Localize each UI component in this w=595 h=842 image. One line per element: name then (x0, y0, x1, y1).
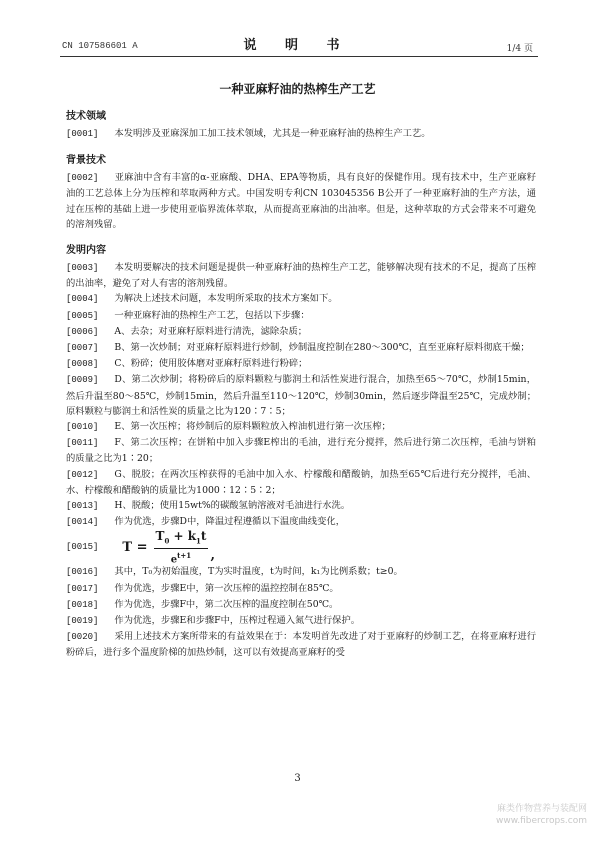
paragraph-number: [0012] (66, 469, 99, 480)
paragraph-0016 (66, 564, 536, 580)
paragraph-0003 (66, 260, 536, 291)
paragraph-text: F、第二次压榨；在饼粕中加入步骤E榨出的毛油，进行充分搅拌，然后进行第二次压榨，毛油与饼粕的质量之比为1∶20； (66, 437, 536, 465)
paragraph-0007 (66, 340, 536, 356)
paragraph-text: D、第二次炒制；将粉碎后的原料颗粒与膨润土和活性炭进行混合，加热至65～70℃，炒制15min，然后升温至80～85℃，炒制15min，然后升温至110～120℃，炒制30min，然后逐步降温至25℃，完成炒制；原料颗粒与膨润土和活性炭的质量之比为120∶7∶5； (66, 374, 536, 417)
paragraph-text: 作为优选，步骤F中，第二次压榨的温度控制在50℃。 (114, 598, 339, 610)
section-heading-tech-field: 技术领域 (66, 111, 106, 122)
header-rule (60, 56, 538, 57)
paragraph-0013 (66, 498, 536, 514)
page-number: 3 (294, 773, 301, 784)
paragraph-number: [0015] (66, 541, 99, 552)
paragraph-number: [0005] (66, 310, 99, 321)
paragraph-0004 (66, 291, 536, 307)
paragraph-0008 (66, 356, 536, 372)
paragraph-number: [0016] (66, 567, 99, 578)
paragraph-0012 (66, 467, 536, 498)
paragraph-number: [0007] (66, 343, 99, 354)
watermark-url: www.fibercrops.com (496, 816, 587, 826)
paragraph-text: H、脱酸；使用15wt%的碳酸氢钠溶液对毛油进行水洗。 (114, 500, 351, 512)
paragraph-number: [0017] (66, 583, 99, 594)
section-heading-background: 背景技术 (66, 155, 106, 167)
paragraph-0001 (66, 126, 536, 142)
paragraph-0017 (66, 581, 536, 597)
paragraph-number: [0001] (66, 129, 99, 139)
paragraph-0005 (66, 308, 536, 324)
paragraph-number: [0008] (66, 359, 99, 370)
paragraph-number: [0002] (66, 173, 99, 184)
section-heading-invention: 发明内容 (66, 245, 106, 257)
paragraph-0002 (66, 170, 536, 232)
paragraph-0020 (66, 629, 536, 660)
paragraph-number: [0009] (66, 375, 99, 386)
paragraph-text: 其中，T₀为初始温度，T为实时温度，t为时间，k₁为比例系数；t≥0。 (114, 566, 403, 578)
paragraph-number: [0010] (66, 422, 99, 433)
paragraph-text: 采用上述技术方案所带来的有益效果在于：本发明首先改进了对于亚麻籽的炒制工艺，在将亚麻籽进行粉碎后，进行多个温度阶梯的加热炒制，这可以有效提高亚麻籽的受 (66, 631, 536, 659)
header-pub-number: CN 107586601 A (62, 41, 138, 51)
paragraph-text: 亚麻油中含有丰富的α-亚麻酸、DHA、EPA等物质，具有良好的保健作用。现有技术中，生产亚麻籽油的工艺总体上分为压榨和萃取两种方式。中国发明专利CN 103045356 B公开了一种亚麻籽油的生产方法，通过在压榨的基础上进一步使用亚临界流体萃取，从而提高亚麻油的出油率。但是，这种萃取的方式会带来不可避免的溶剂残留。 (66, 172, 536, 230)
paragraph-number: [0003] (66, 263, 99, 274)
paragraph-text: C、粉碎；使用胶体磨对亚麻籽原料进行粉碎； (114, 358, 308, 370)
paragraph-0010 (66, 419, 536, 435)
paragraph-0018 (66, 597, 536, 613)
paragraph-0009 (66, 372, 536, 419)
paragraph-text: 一种亚麻籽油的热榨生产工艺，包括以下步骤： (114, 309, 310, 321)
document-title: 一种亚麻籽油的热榨生产工艺 (219, 82, 376, 96)
paragraph-0011 (66, 435, 536, 466)
paragraph-text: 本发明涉及亚麻深加工加工技术领域，尤其是一种亚麻籽油的热榨生产工艺。 (114, 128, 431, 139)
header-page-indicator: 1/4 页 (506, 44, 533, 54)
site-watermark (496, 803, 587, 827)
paragraph-0019 (66, 613, 536, 629)
formula-denominator: $e^{t+1}$ (170, 551, 192, 566)
paragraph-0015 (66, 530, 536, 564)
paragraph-number: [0004] (66, 294, 99, 305)
paragraph-text: 作为优选，步骤D中，降温过程遵循以下温度曲线变化， (114, 516, 345, 528)
paragraph-0006 (66, 324, 536, 340)
paragraph-number: [0011] (66, 438, 99, 449)
formula-fraction (154, 529, 209, 567)
formula-lhs: T = (122, 539, 148, 555)
paragraph-number: [0014] (66, 517, 99, 528)
paragraph-text: B、第一次炒制；对亚麻籽原料进行炒制，炒制温度控制在280～300℃，直至亚麻籽原料彻底干燥； (114, 342, 530, 354)
paragraph-text: 作为优选，步骤E和步骤F中，压榨过程通入氮气进行保护。 (114, 615, 361, 627)
paragraph-text: A、去杂；对亚麻籽原料进行清洗，滤除杂质； (114, 325, 308, 337)
paragraph-number: [0018] (66, 599, 99, 610)
formula-numerator: $T_0 + k_1t$ (154, 529, 209, 549)
paragraph-text: G、脱胶；在两次压榨获得的毛油中加入水、柠檬酸和醋酸钠，加热至65℃后进行充分搅拌，毛油、水、柠檬酸和醋酸钠的质量比为1000∶12∶5∶2； (66, 468, 536, 496)
document-body (66, 110, 536, 661)
paragraph-text: 为解决上述技术问题，本发明所采取的技术方案如下。 (114, 293, 338, 305)
paragraph-text: E、第一次压榨；将炒制后的原料颗粒放入榨油机进行第一次压榨； (114, 421, 391, 433)
paragraph-number: [0013] (66, 501, 99, 512)
paragraph-number: [0006] (66, 326, 99, 337)
watermark-site-name: 麻类作物营养与装配网 (496, 804, 587, 814)
paragraph-number: [0019] (66, 616, 99, 627)
temperature-formula (122, 529, 215, 567)
paragraph-text: 作为优选，步骤E中，第一次压榨的温控控制在85℃。 (114, 582, 339, 594)
paragraph-text: 本发明要解决的技术问题是提供一种亚麻籽油的热榨生产工艺，能够解决现有技术的不足，提高了压榨的出油率，避免了对人有害的溶剂残留。 (66, 262, 536, 290)
paragraph-number: [0020] (66, 632, 99, 643)
header-doc-type: 说 明 书 (243, 38, 352, 53)
formula-trailing-comma: , (210, 547, 215, 563)
